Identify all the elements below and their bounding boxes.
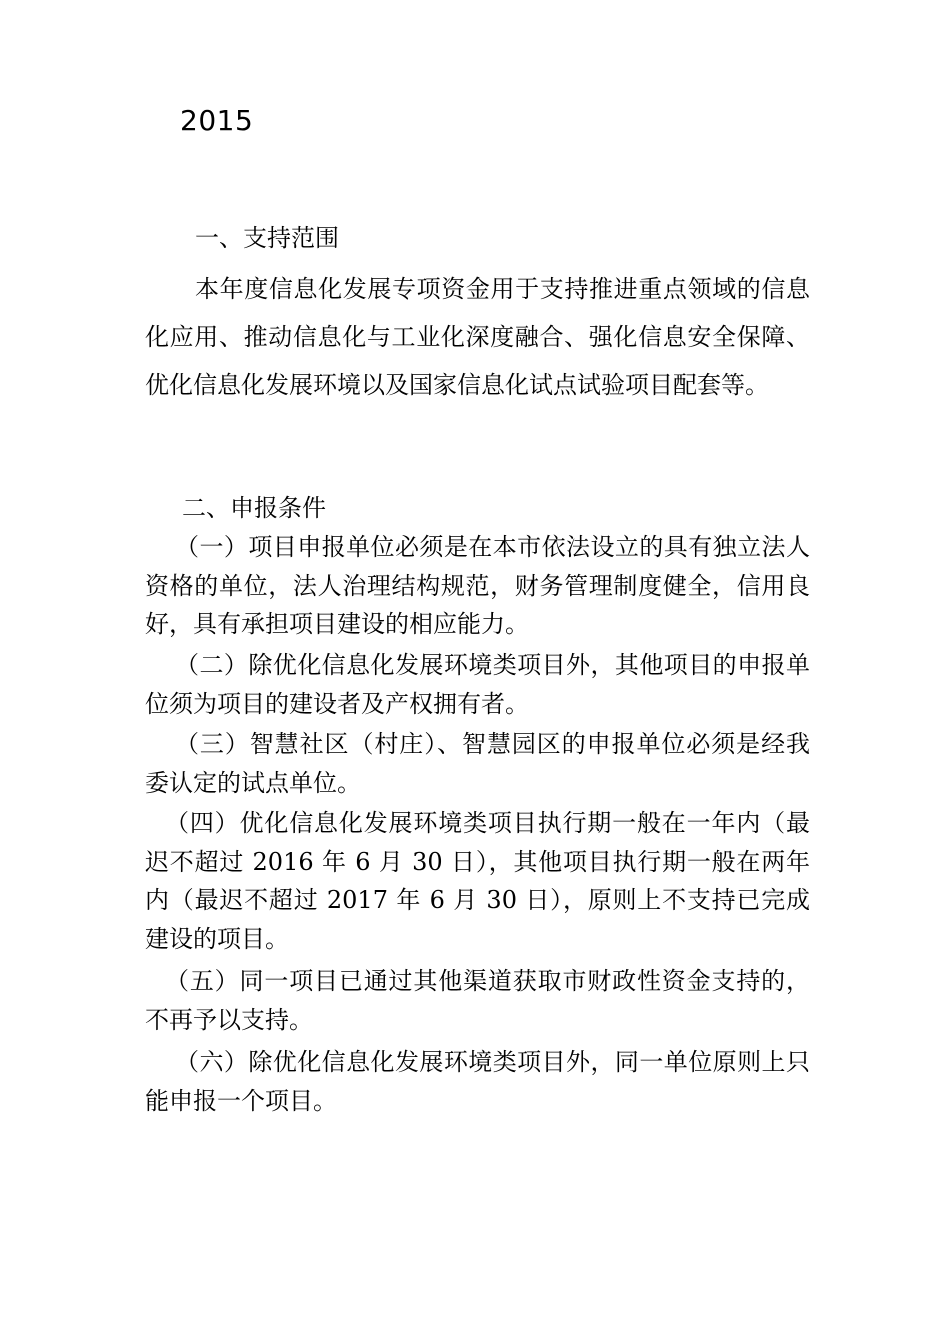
condition-item-6: （六）除优化信息化发展环境类项目外，同一单位原则上只能申报一个项目。 (145, 1048, 810, 1115)
condition-item-3: （三）智慧社区（村庄）、智慧园区的申报单位必须是经我委认定的试点单位。 (145, 730, 810, 797)
condition-item-1: （一）项目申报单位必须是在本市依法设立的具有独立法人资格的单位，法人治理结构规范，财务管理制度健全，信用良好，具有承担项目建设的相应能力。 (145, 533, 810, 638)
section-heading-application-conditions: 二、申报条件 (182, 494, 326, 522)
section-heading-support-scope: 一、支持范围 (195, 224, 339, 252)
condition-item-2: （二）除优化信息化发展环境类项目外，其他项目的申报单位须为项目的建设者及产权拥有者。 (145, 651, 810, 718)
support-scope-paragraph: 本年度信息化发展专项资金用于支持推进重点领域的信息化应用、推动信息化与工业化深度融合、强化信息安全保障、优化信息化发展环境以及国家信息化试点试验项目配套等。 (145, 275, 810, 399)
document-year: 2015 (180, 104, 254, 137)
condition-item-5: （五）同一项目已通过其他渠道获取市财政性资金支持的，不再予以支持。 (145, 967, 810, 1034)
condition-item-4: （四）优化信息化发展环境类项目执行期一般在一年内（最迟不超过 2016 年 6 月 30 日），其他项目执行期一般在两年内（最迟不超过 2017 年 6 月 30 日），原则上不支持已完成建设的项目。 (145, 809, 810, 953)
